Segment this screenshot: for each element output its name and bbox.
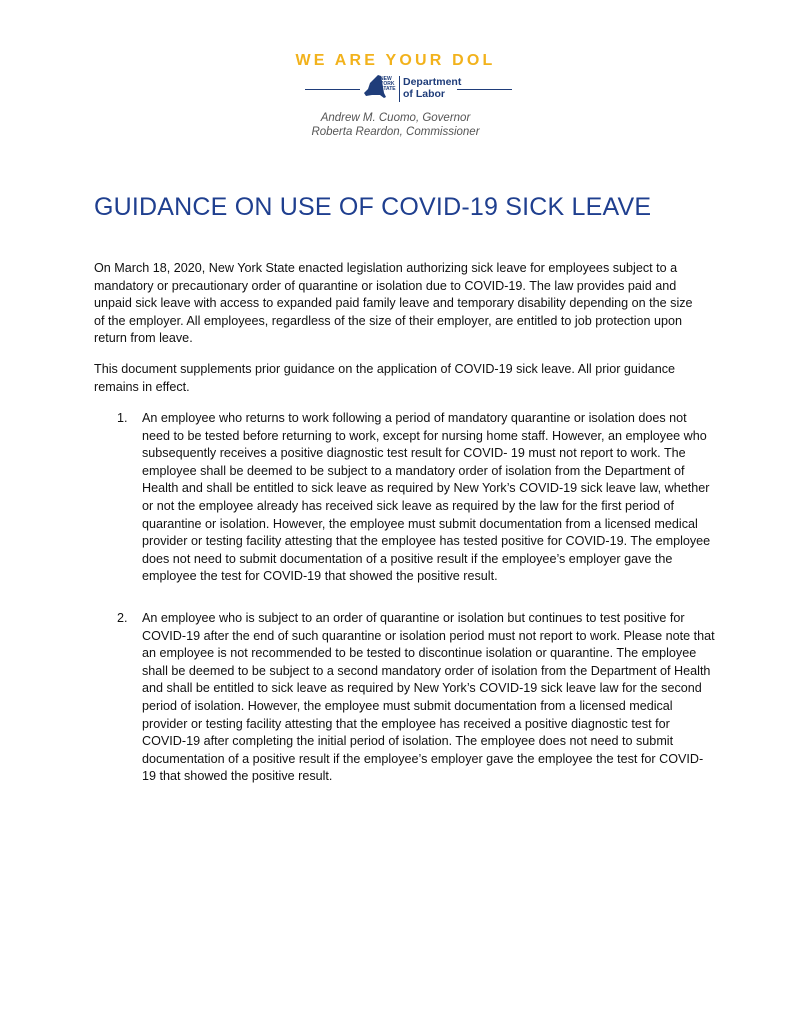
commissioner-line: Roberta Reardon, Commissioner — [311, 126, 480, 138]
item-text: An employee who is subject to an order of quarantine or isolation but continues to test positive for COVID-19 after the end of such quarantine or isolation period must not report to work. Please note that an employee is not recommended to be tested to discontinue isolation or quarantine. The employee shall be deemed to be subject to a second mandatory order of isolation from the Department of Health and shall be entitled to sick leave as required by New York’s COVID-19 sick leave law for the second period of isolation. However, the employee must submit documentation from a licensed medical provider or testing facility attesting that the employee has received a positive diagnostic test for COVID-19 after completing the initial period of isolation. The employee does not need to submit documentation of a positive result if the employee’s employer gave the employee the test for COVID-19 that showed the positive result. — [142, 610, 715, 784]
guidance-item — [94, 410, 717, 586]
guidance-list — [94, 410, 734, 786]
state-logo-text: NEW YORK STATE — [380, 76, 396, 92]
logo-rule-left — [305, 89, 360, 90]
item-number: 1. — [117, 411, 128, 425]
department-name — [403, 76, 461, 100]
logo-rule-right — [457, 89, 512, 90]
guidance-item — [94, 610, 717, 786]
department-line-2: of Labor — [403, 88, 445, 100]
item-number: 2. — [117, 610, 128, 625]
governor-line: Andrew M. Cuomo, Governor — [320, 112, 471, 124]
supplement-paragraph: This document supplements prior guidance on the application of COVID-19 sick leave. All prior guidance remains in effect. — [94, 362, 676, 394]
nys-dol-logo — [300, 72, 500, 108]
item-text: An employee who returns to work following a period of mandatory quarantine or isolation does not need to be tested before returning to work, except for nursing home staff. However, an employee who subsequently receives a positive diagnostic test result for COVID- 19 must not report to work. The employee shall be deemed to be subject to a mandatory order of isolation from the Department of Health and shall be entitled to sick leave as required by New York’s COVID-19 sick leave law, whether or not the employee already has received sick leave as required by the law for the first period of quarantine or isolation. However, the employee must submit documentation from a licensed medical provider or testing facility attesting that the employee has tested positive for COVID-19. The employee does not need to submit documentation of a positive result if the employee’s employer gave the employee the test for COVID-19 that showed the positive result. — [142, 411, 711, 584]
intro-paragraph: On March 18, 2020, New York State enacted legislation authorizing sick leave for employees subject to a mandatory or precautionary order of quarantine or isolation due to COVID-19. The law provides paid and unpaid sick leave with access to expanded paid family leave and temporary disability depending on the size of the employer. All employees, regardless of the size of their employer, are entitled to job protection upon return from leave. — [94, 261, 693, 346]
logo-divider — [399, 76, 400, 102]
officials-block — [0, 111, 791, 139]
dol-tagline: WE ARE YOUR DOL — [295, 52, 496, 69]
document-title: GUIDANCE ON USE OF COVID-19 SICK LEAVE — [94, 193, 652, 221]
department-line-1: Department — [403, 76, 462, 88]
